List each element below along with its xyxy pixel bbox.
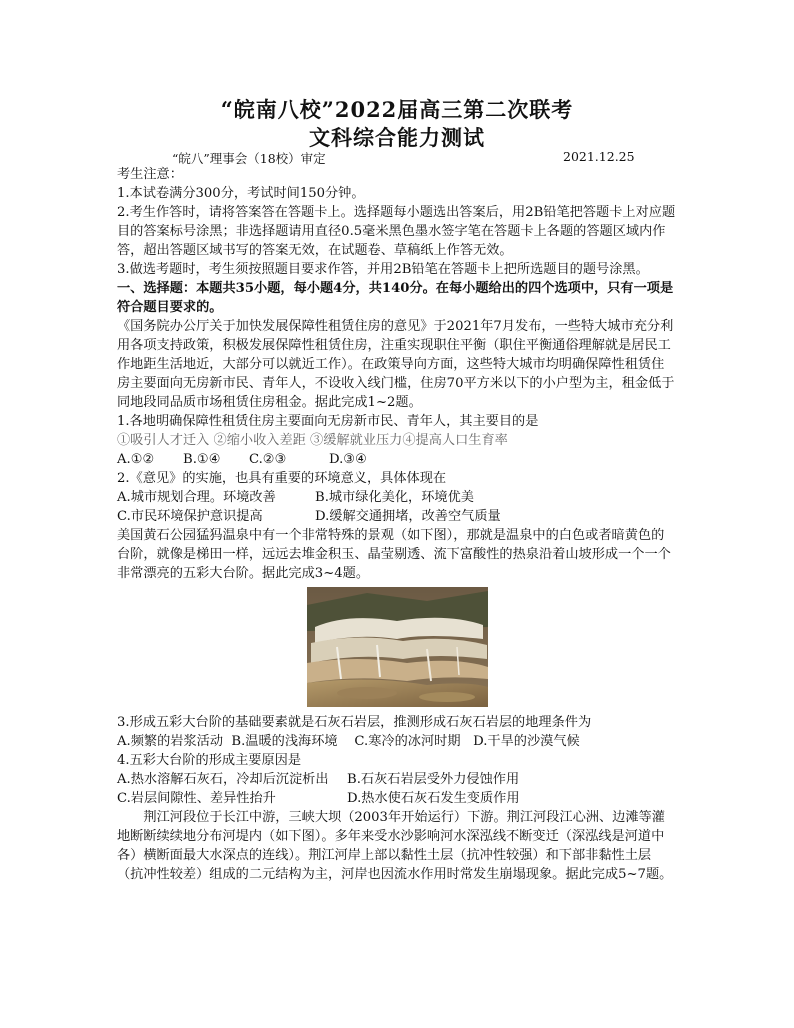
option-b: B.温暖的浅海环境 — [231, 734, 338, 749]
passage-jingjiang: 荆江河段位于长江中游，三峡大坝（2003年开始运行）下游。荆江河段江心洲、边滩等灌地断断续续地分布河堤内（如下图）。多年来受水沙影响河水深泓线不断变迁（深泓线是河道中各）横断面最大水深点的连线）。荆江河岸上部以黏性土层（抗冲性较强）和下部非黏性土层（抗冲性较差）组成的二元结构为主，河岸也因流水作用时常发生崩塌现象。据此完成5~7题。 — [117, 810, 673, 882]
option-d: D.③④ — [329, 452, 367, 467]
question-4-options-row1 — [117, 770, 677, 789]
reviewer-line: “皖八”理事会（18校）审定 — [172, 151, 326, 166]
notice-heading: 考生注意： — [117, 167, 183, 182]
passage-housing: 《国务院办公厅关于加快发展保障性租赁住房的意见》于2021年7月发布，一些特大城市充分利用各项支持政策，积极发展保障性租赁住房，注重实现职住平衡（职住平衡通俗理解就是居民工作地距生活地近，大部分可以就近工作）。在政策导向方面，这些特大城市均明确保障性租赁住房主要面向无房新市民、青年人，不设收入线门槛，住房70平方米以下的小户型为主，租金低于同地段同品质市场租赁住房租金。据此完成1~2题。 — [117, 319, 675, 410]
question-4-options-row2 — [117, 789, 677, 808]
option-a: A.城市规划合理。环境改善 — [117, 490, 276, 505]
question-3-stem: 3.形成五彩大台阶的基础要素就是石灰石岩层，推测形成石灰石岩层的地理条件为 — [117, 715, 592, 730]
exam-title: “皖南八校”2022届高三第二次联考 — [220, 97, 574, 122]
notice-item: 2.考生作答时，请将答案答在答题卡上。选择题每小题选出答案后，用2B铅笔把答题卡上对应题目的答案标号涂黑；非选择题请用直径0.5毫米黑色墨水签字笔在答题卡上各题的答题区域内作答，超出答题区域书写的答案无效，在试题卷、草稿纸上作答无效。 — [117, 205, 676, 258]
question-3-options — [117, 732, 677, 751]
question-2-options-row1 — [117, 488, 677, 507]
option-a: A.①② — [117, 452, 155, 467]
option-c: C.寒冷的冰河时期 — [354, 734, 461, 749]
option-c: C.市民环境保护意识提高 — [117, 509, 263, 524]
option-b: B.石灰石岩层受外力侵蚀作用 — [347, 772, 520, 787]
passage-yellowstone: 美国黄石公园猛犸温泉中有一个非常特殊的景观（如下图），那就是温泉中的白色或者暗黄色的台阶，就像是梯田一样，远远去堆金积玉、晶莹剔透、流下富酸性的热泉沿着山坡形成一个一个非常漂亮的五彩大台阶。据此完成3~4题。 — [117, 528, 671, 581]
question-1-options — [117, 450, 677, 469]
option-c: C.②③ — [249, 452, 287, 467]
question-2-stem: 2.《意见》的实施，也具有重要的环境意义，具体体现在 — [117, 471, 447, 486]
option-a: A.热水溶解石灰石，冷却后沉淀析出 — [117, 772, 329, 787]
option-d: D.干旱的沙漠气候 — [473, 734, 580, 749]
option-b: B.城市绿化美化，环境优美 — [315, 490, 474, 505]
question-2-options-row2 — [117, 507, 677, 526]
option-d: D.热水使石灰石发生变质作用 — [347, 791, 520, 806]
option-d: D.缓解交通拥堵，改善空气质量 — [315, 509, 501, 524]
section-heading: 一、选择题：本题共35小题，每小题4分，共140分。在每小题给出的四个选项中，只有一项是符合题目要求的。 — [117, 281, 674, 315]
question-1-items: ①吸引人才迁入 ②缩小收入差距 ③缓解就业压力④提高人口生育率 — [117, 433, 508, 448]
exam-body — [117, 165, 677, 884]
notice-item: 3.做选考题时，考生须按照题目要求作答，并用2B铅笔在答题卡上把所选题目的题号涂黑。 — [117, 262, 649, 277]
notice-item: 1.本试卷满分300分，考试时间150分钟。 — [117, 186, 365, 201]
travertine-terrace-photo — [307, 587, 488, 707]
exam-date: 2021.12.25 — [563, 149, 635, 164]
question-1-stem: 1.各地明确保障性租赁住房主要面向无房新市民、青年人，其主要目的是 — [117, 414, 539, 429]
question-4-stem: 4.五彩大台阶的形成主要原因是 — [117, 753, 302, 768]
option-c: C.岩层间隙性、差异性抬升 — [117, 791, 276, 806]
exam-subtitle: 文科综合能力测试 — [309, 125, 485, 150]
option-a: A.频繁的岩浆活动 — [117, 734, 224, 749]
option-b: B.①④ — [183, 452, 221, 467]
